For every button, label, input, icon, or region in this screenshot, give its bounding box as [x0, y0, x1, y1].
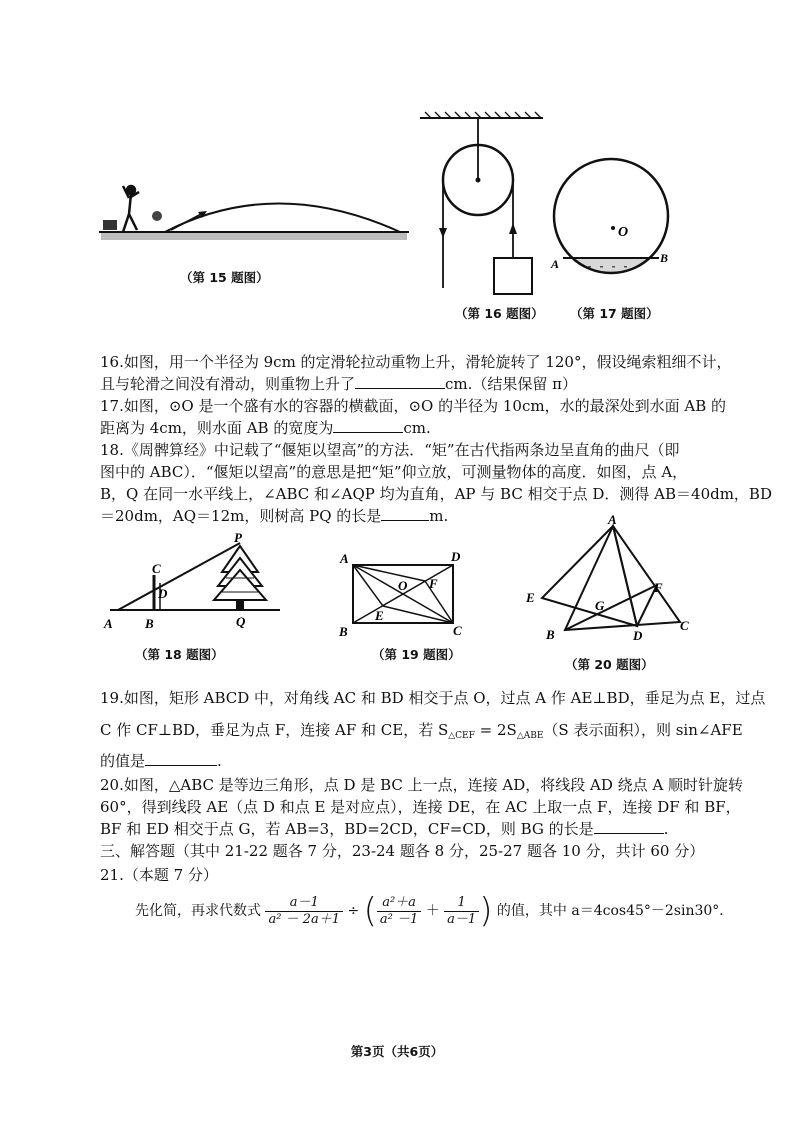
- q17-text-a: 距离为 4cm，则水面 AB 的宽度为: [100, 419, 334, 437]
- ground-strip: [101, 232, 407, 240]
- label-c: C: [453, 623, 462, 638]
- label-a: A: [608, 512, 617, 527]
- q19-text-c: （S 表示面积），则 sin∠AFE: [543, 721, 743, 739]
- paren-right: ): [479, 891, 493, 931]
- weight-block: [494, 258, 532, 294]
- label-q: Q: [236, 614, 246, 629]
- q18-text-b: m.: [429, 507, 449, 525]
- q18-line3: B，Q 在同一水平线上，∠ABC 和∠AQP 均为直角，AP 与 BC 相交于点 D．测得 AB＝40dm，BD: [100, 485, 772, 503]
- fraction-3: $\frac{1}{a-1}$: [444, 895, 479, 928]
- water: [548, 258, 678, 298]
- triangle-abc: [565, 526, 680, 630]
- label-a: A: [551, 257, 560, 271]
- q20-text-a: BF 和 ED 相交于点 G，若 AB=3，BD=2CD，CF=CD，则 BG 的长是: [100, 820, 594, 838]
- label-o: O: [618, 225, 629, 240]
- q19-answer-blank[interactable]: [145, 751, 217, 766]
- ball: [152, 211, 162, 221]
- q19-sub-cef: △CEF: [448, 731, 475, 741]
- q19-sub-abe: △ABE: [516, 731, 544, 741]
- caption-18: （第 18 题图）: [135, 647, 224, 662]
- q16-line1: 16.如图，用一个半径为 9cm 的定滑轮拉动重物上升，滑轮旋转了 120°，假设绳索粗细不计，: [100, 353, 732, 371]
- q18-text-a: ＝20dm，AQ＝12m，则树高 PQ 的长是: [100, 507, 382, 525]
- q21-expression: [135, 888, 733, 934]
- label-b: B: [660, 251, 669, 265]
- container-circle: [554, 159, 668, 273]
- bag: [103, 220, 117, 230]
- q17-text-b: cm.: [403, 419, 431, 437]
- label-b: B: [546, 627, 555, 642]
- label-e: E: [526, 590, 535, 605]
- figure-17: [548, 148, 678, 298]
- q19-line3: [100, 750, 222, 772]
- q16-text-b: cm.（结果保留 π）: [445, 375, 578, 393]
- fraction-2: $\frac{\text{a²＋a}}{\text{a² －1}}$: [377, 895, 421, 928]
- q16-text-a: 且与轮滑之间没有滑动，则重物上升了: [100, 375, 356, 393]
- operator-divide: ÷: [347, 903, 360, 919]
- section-3-heading: 三、解答题（其中 21-22 题各 7 分，23-24 题各 8 分，25-27 题各 10 分，共计 60 分）: [100, 842, 705, 860]
- label-e: E: [375, 608, 384, 623]
- label-c: C: [152, 561, 161, 576]
- caption-17: （第 17 题图）: [570, 306, 659, 321]
- label-g: G: [595, 598, 605, 613]
- tree-icon: [214, 546, 266, 610]
- q16-answer-blank[interactable]: [355, 374, 445, 389]
- q19-line2: [100, 719, 743, 747]
- q18-line4: [100, 505, 448, 527]
- figure-20: [520, 512, 695, 647]
- label-f: F: [654, 580, 663, 595]
- throw-arc: [165, 204, 400, 233]
- label-o: O: [398, 578, 408, 593]
- label-d: D: [451, 549, 461, 564]
- page-footer: 第3页（共6页）: [350, 1044, 444, 1059]
- caption-20: （第 20 题图）: [565, 657, 654, 672]
- q17-answer-blank[interactable]: [333, 418, 403, 433]
- q19-text-e: .: [217, 752, 222, 770]
- caption-15: （第 15 题图）: [180, 270, 269, 285]
- q18-answer-blank[interactable]: [381, 506, 429, 521]
- fraction-1: $\frac{a-1}{\text{a² － 2a＋1}}$: [265, 895, 343, 928]
- q20-line1: 20.如图，△ABC 是等边三角形，点 D 是 BC 上一点，连接 AD，将线段 AD 绕点 A 顺时针旋转: [100, 776, 744, 794]
- q17-line1: 17.如图，⊙O 是一个盛有水的容器的横截面，⊙O 的半径为 10cm，水的最深处到水面 AB 的: [100, 397, 726, 415]
- label-b: B: [145, 616, 154, 631]
- figure-18: [100, 528, 290, 633]
- q19-text-a: C 作 CF⊥BD，垂足为点 F，连接 AF 和 CE，若 S: [100, 721, 449, 739]
- q20-text-b: .: [663, 820, 669, 838]
- figure-15: [95, 170, 415, 255]
- q20-answer-blank[interactable]: [594, 819, 664, 834]
- q19-text-d: 的值是: [100, 752, 146, 770]
- q21-pre: 先化简，再求代数式: [135, 903, 261, 919]
- q16-line2: [100, 373, 577, 395]
- label-a: A: [340, 551, 349, 566]
- caption-19: （第 19 题图）: [372, 647, 461, 662]
- q20-line2: 60°，得到线段 AE（点 D 和点 E 是对应点），连接 DE，在 AC 上取一点 F，连接 DF 和 BF，: [100, 798, 741, 816]
- caption-16: （第 16 题图）: [455, 306, 544, 321]
- label-a: A: [104, 616, 113, 631]
- q17-line2: [100, 417, 431, 439]
- label-f: F: [429, 576, 438, 591]
- figure-19: [335, 543, 470, 643]
- label-d: D: [158, 586, 168, 601]
- label-d: D: [633, 628, 643, 643]
- q21-post: 的值，其中 a＝4cos45°－2sin30°．: [496, 903, 734, 919]
- q18-line2: 图中的 ABC）．“偃矩以望高”的意思是把“矩”仰立放，可测量物体的高度．如图，点 A，: [100, 463, 688, 481]
- figure-16: [415, 110, 545, 300]
- q21-heading: 21.（本题 7 分）: [100, 866, 218, 884]
- q20-line3: [100, 818, 668, 840]
- label-b: B: [339, 624, 348, 639]
- q18-line1: 18.《周髀算经》中记载了“偃矩以望高”的方法．“矩”在古代指两条边呈直角的曲尺（即: [100, 441, 680, 459]
- label-p: P: [234, 530, 242, 545]
- paren-left: (: [363, 891, 377, 931]
- q19-line1: 19.如图，矩形 ABCD 中，对角线 AC 和 BD 相交于点 O，过点 A 作 AE⊥BD，垂足为点 E，过点: [100, 689, 766, 707]
- q19-text-b: = 2S: [474, 721, 517, 739]
- athlete: [123, 186, 139, 232]
- operator-plus: ＋: [425, 903, 440, 919]
- label-c: C: [680, 618, 689, 633]
